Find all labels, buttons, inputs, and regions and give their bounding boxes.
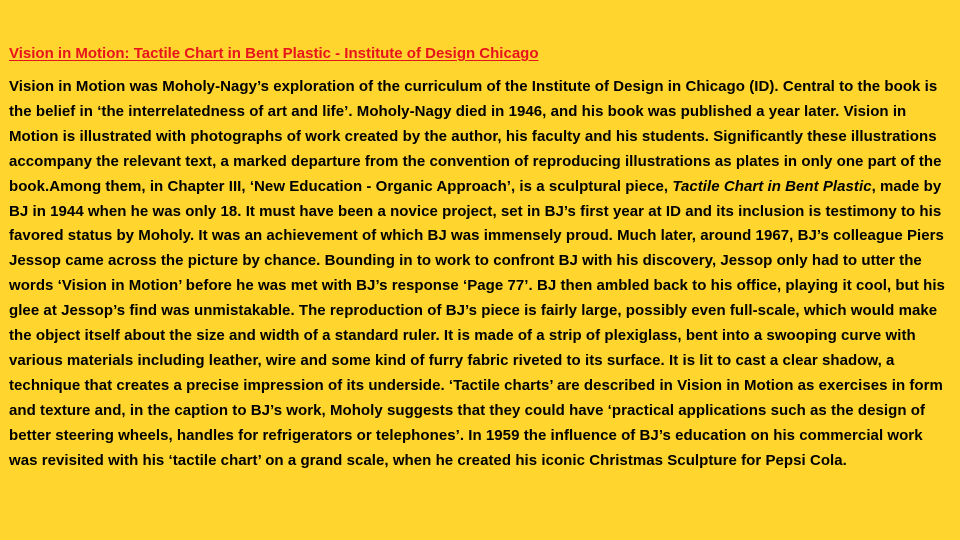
- body-paragraph: [9, 75, 952, 474]
- body-text-part-1: Vision in Motion was Moholy-Nagy’s exploration of the curriculum of the Institute of Design in Chicago (ID). Central to the book is the belief in ‘the interrelatedness of art and life’. Moholy-Nagy died in 1946, and his book was published a year later. Vision in Motion is illustrated with photographs of work created by the author, his faculty and his students. Significantly these illustrations accompany the relevant text, a marked departure from the convention of reproducing illustrations as plates in only one part of the book.Among them, in Chapter III, ‘New Education - Organic Approach’, is a sculptural piece,: [9, 78, 942, 195]
- artwork-title-italic: Tactile Chart in Bent Plastic: [672, 177, 872, 195]
- body-text-part-2: , made by BJ in 1944 when he was only 18. It must have been a novice project, set in BJ’s first year at ID and its inclusion is testimony to his favored status by Moholy. It was an achievement of which BJ was immensely proud. Much later, around 1967, BJ’s colleague Piers Jessop came across the picture by chance. Bounding in to work to confront BJ with his discovery, Jessop only had to utter the words ‘Vision in Motion’ before he was met with BJ’s response ‘Page 77’. BJ then ambled back to his office, playing it cool, but his glee at Jessop’s find was unmistakable. The reproduction of BJ’s piece is fairly large, possibly even full-scale, which would make the object itself about the size and width of a standard ruler. It is made of a strip of plexiglass, bent into a swooping curve with various materials including leather, wire and some kind of furry fabric riveted to its surface. It is lit to cast a clear shadow, a technique that creates a precise impression of its underside. ‘Tactile charts’ are described in Vision in Motion as exercises in form and texture and, in the caption to BJ’s work, Moholy suggests that they could have ‘practical applications such as the design of better steering wheels, handles for refrigerators or telephones’. In 1959 the influence of BJ’s education on his commercial work was revisited with his ‘tactile chart’ on a grand scale, when he created his iconic Christmas Sculpture for Pepsi Cola.: [9, 177, 945, 469]
- slide-title: Vision in Motion: Tactile Chart in Bent Plastic - Institute of Design Chicago: [9, 45, 539, 62]
